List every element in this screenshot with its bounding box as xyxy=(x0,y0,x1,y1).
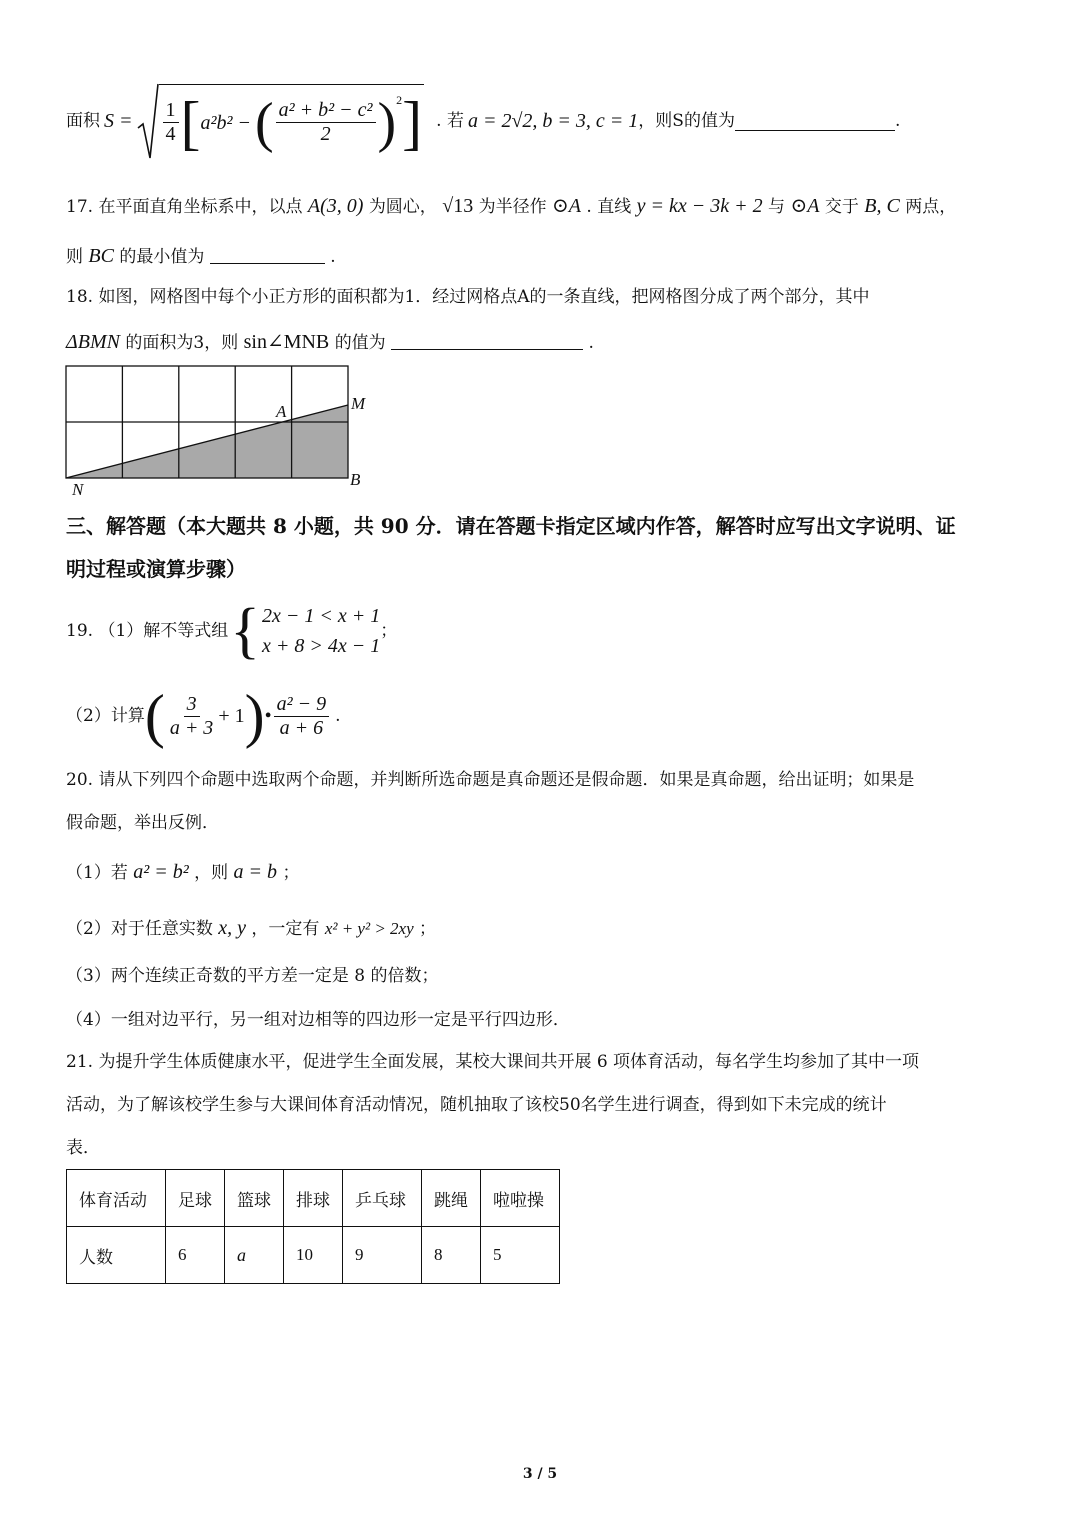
label-m: M xyxy=(351,394,366,413)
q20-prop3: （3）两个连续正奇数的平方差一定是 8 的倍数； xyxy=(66,966,439,986)
q16-prefix: 面积 xyxy=(66,110,100,131)
q20-prop2 xyxy=(66,916,436,940)
q20-p2-b: ，一定有 xyxy=(251,919,320,939)
table-cell: 6 xyxy=(166,1227,225,1284)
q17-text-i: 的最小值为 xyxy=(119,247,205,267)
section3-heading-line2: 明过程或演算步骤） xyxy=(66,557,246,581)
q18-line1: 18. 如图，网格图中每个小正方形的面积都为1．经过网格点A的一条直线，把网格图分成了两个部分，其中 xyxy=(66,287,870,307)
q16-if: . 若 xyxy=(436,110,464,131)
q21-stat-table xyxy=(66,1169,560,1284)
q16-term: a²b² − xyxy=(200,111,251,134)
table-cell: 跳绳 xyxy=(422,1170,481,1227)
q18-end: . xyxy=(588,333,594,353)
q20-p2-c: ； xyxy=(419,919,437,939)
table-cell: 啦啦操 xyxy=(481,1170,560,1227)
q21-line3: 表． xyxy=(66,1138,100,1158)
table-header-row xyxy=(67,1170,560,1227)
q20-line2: 假命题，举出反例． xyxy=(66,813,219,833)
q17-point: A(3, 0) xyxy=(307,195,364,217)
table-cell: 篮球 xyxy=(225,1170,284,1227)
q16-answer-blank[interactable] xyxy=(735,112,895,131)
label-b: B xyxy=(350,470,361,489)
q20-p1-b: ，则 xyxy=(194,863,229,883)
q16-quarter: $\frac{1}{4}$ xyxy=(163,99,179,146)
q20-p1-a: （1）若 xyxy=(66,863,128,883)
table-cell: a xyxy=(225,1227,284,1284)
q17-circle: ⊙A xyxy=(552,195,581,217)
q17-seg: BC xyxy=(88,245,114,267)
q19-semi: ； xyxy=(380,620,398,641)
table-cell: 排球 xyxy=(284,1170,343,1227)
section3-heading-line1: 三、解答题（本大题共 8 小题，共 90 分．请在答题卡指定区域内作答，解答时应写出文字说明、证 xyxy=(66,514,956,538)
table-row xyxy=(67,1227,560,1284)
q20-p2-m2: x² + y² > 2xy xyxy=(324,919,414,938)
q20-p2-a: （2）对于任意实数 xyxy=(66,919,213,939)
q18-grid-figure xyxy=(58,360,378,500)
q20-prop4: （4）一组对边平行，另一组对边相等的四边形一定是平行四边形． xyxy=(66,1010,570,1030)
table-cell: 8 xyxy=(422,1227,481,1284)
q17-end: . xyxy=(330,247,336,267)
q19-ineq1: 2x − 1 < x + 1 xyxy=(262,605,381,627)
q19-part2-label: （2）计算 xyxy=(66,705,145,726)
q18-text-a: 的面积为3，则 xyxy=(125,333,239,353)
q17-text-d: . 直线 xyxy=(586,197,632,217)
q20-p1-m2: a = b xyxy=(233,861,278,883)
q19-end: . xyxy=(335,705,341,726)
label-a: A xyxy=(276,402,287,421)
q17-circle2: ⊙A xyxy=(790,195,820,217)
table-cell: 人数 xyxy=(67,1227,166,1284)
q17-text-b: 为圆心， xyxy=(368,197,437,217)
brace: { xyxy=(230,597,261,665)
q19-part1 xyxy=(66,597,398,665)
q17-radius: √13 xyxy=(442,195,474,217)
q19-frac2: $\frac{\text{a² − 9}}{a + 6}$ xyxy=(274,693,330,740)
q19-plus-one: + 1 xyxy=(218,705,245,727)
q21-line1: 21. 为提升学生体质健康水平，促进学生全面发展，某校大课间共开展 6 项体育活动，每名学生均参加了其中一项 xyxy=(66,1052,920,1072)
q16-lhs: S = xyxy=(104,110,133,132)
q20-p2-m1: x, y xyxy=(218,917,246,939)
q20-p1-c: ； xyxy=(282,863,300,883)
table-cell: 9 xyxy=(343,1227,422,1284)
label-n: N xyxy=(72,480,84,499)
q17-line1 xyxy=(66,194,956,218)
q21-line2: 活动，为了解该校学生参与大课间体育活动情况，随机抽取了该校50名学生进行调查，得到如下未完成的统计 xyxy=(66,1095,887,1115)
table-cell: 体育活动 xyxy=(67,1170,166,1227)
q16-end: . xyxy=(894,110,901,131)
q17-points: B, C xyxy=(864,195,900,217)
q18-line2 xyxy=(66,330,594,354)
q17-text-a: 17. 在平面直角坐标系中，以点 xyxy=(66,197,303,217)
q16-sqrt: $\frac{1}{4}$ [ a²b² − ( $\frac{\text{a² + b² − c²}}{2}$ ) $^2$ ] xyxy=(137,82,425,160)
q20-prop1 xyxy=(66,860,299,884)
table-cell: 乒乓球 xyxy=(343,1170,422,1227)
q17-text-c: 为半径作 xyxy=(478,197,547,217)
q19-part2: （2）计算 ( $\frac{3}{a + 3}$ + 1 ) • $\frac{\text{a² − 9}}{a + 6}$ . xyxy=(66,683,341,749)
q18-text-b: 的值为 xyxy=(334,333,386,353)
table-cell: 5 xyxy=(481,1227,560,1284)
q19-frac1: $\frac{3}{a + 3}$ xyxy=(169,692,214,739)
q17-line2 xyxy=(66,244,336,268)
q16-values: a = 2√2, b = 3, c = 1 xyxy=(467,110,639,132)
q18-answer-blank[interactable] xyxy=(391,331,583,350)
q18-tri: ΔBMN xyxy=(66,331,120,353)
q16-exp: 2 xyxy=(396,92,403,107)
q19-system xyxy=(262,601,380,661)
q17-answer-blank[interactable] xyxy=(210,245,325,264)
q19-label: 19. （1）解不等式组 xyxy=(66,620,229,641)
q21-stat-table-wrap xyxy=(66,1169,560,1284)
q17-text-f: 交于 xyxy=(824,197,859,217)
q20-line1: 20. 请从下列四个命题中选取两个命题，并判断所选命题是真命题还是假命题．如果是真命题，给出证明；如果是 xyxy=(66,770,915,790)
q18-expr: sin∠MNB xyxy=(243,331,330,353)
q16-inner-frac: $\frac{\text{a² + b² − c²}}{2}$ xyxy=(276,99,376,146)
q17-line-eq: y = kx − 3k + 2 xyxy=(636,195,763,217)
q20-p1-m1: a² = b² xyxy=(133,861,189,883)
q17-text-h: 则 xyxy=(66,247,83,267)
table-cell: 10 xyxy=(284,1227,343,1284)
q16-formula-line xyxy=(66,82,900,160)
q19-ineq2: x + 8 > 4x − 1 xyxy=(262,635,381,657)
sqrt-sign xyxy=(137,82,159,160)
page-number: 3 / 5 xyxy=(522,1466,558,1482)
q17-text-e: 与 xyxy=(768,197,786,217)
q17-text-g: 两点， xyxy=(905,197,957,217)
q16-then: ，则S的值为 xyxy=(638,110,735,131)
q19-dot: • xyxy=(264,705,272,727)
table-cell: 足球 xyxy=(166,1170,225,1227)
